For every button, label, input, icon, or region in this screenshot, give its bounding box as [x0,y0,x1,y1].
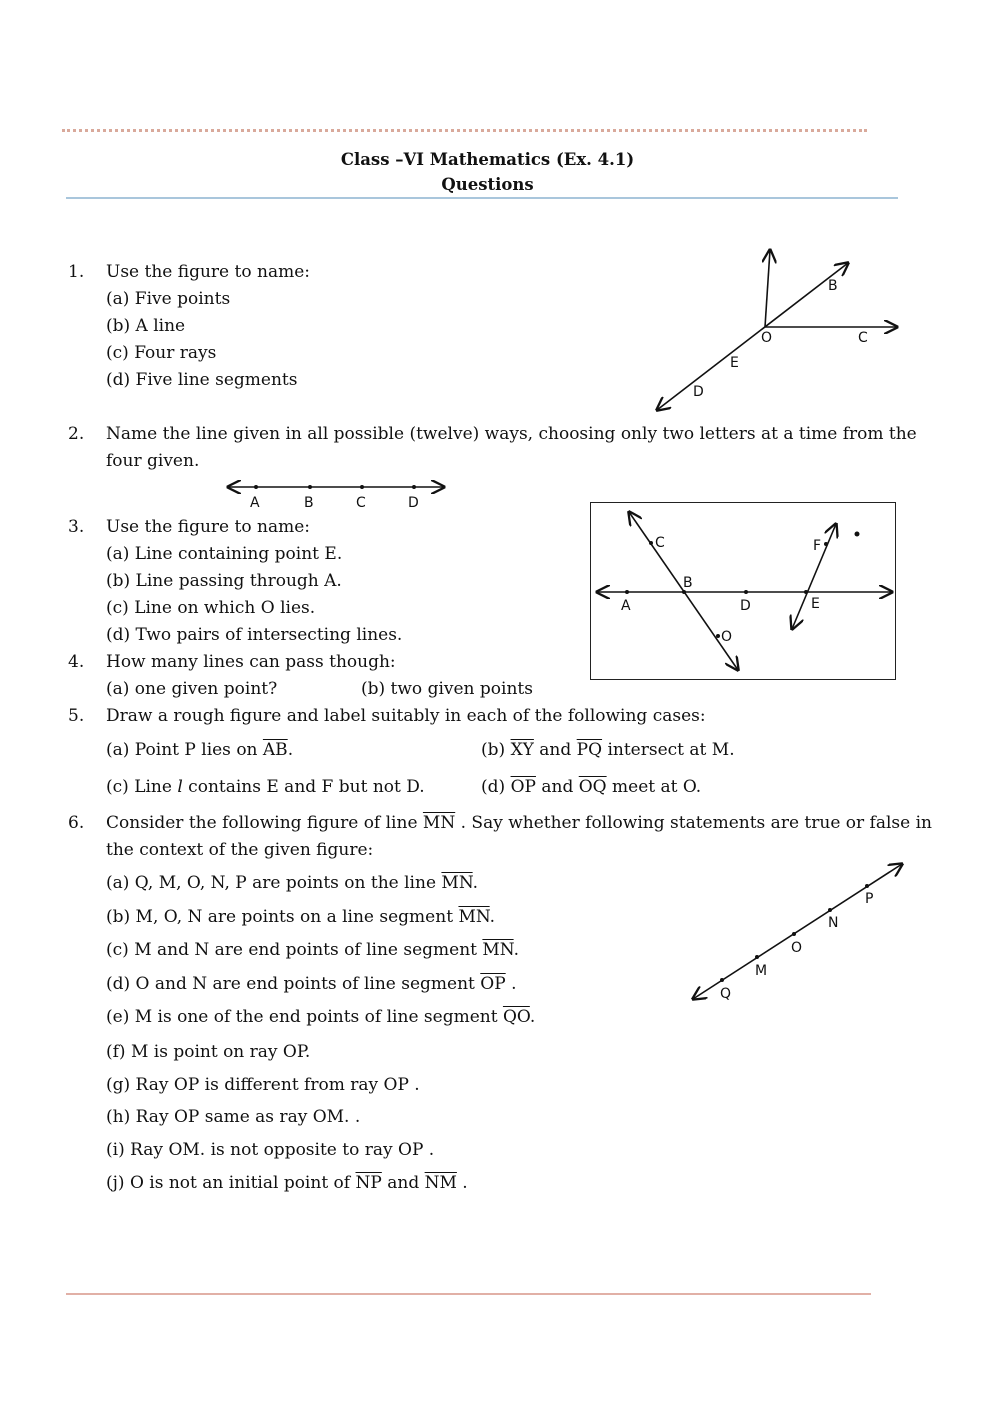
q3-label-d: D [740,598,751,614]
page-title: Class –VI Mathematics (Ex. 4.1) [340,150,635,169]
footer-rule [66,1293,871,1295]
q3-text: Use the figure to name: [106,517,310,537]
q5-item-b: (b) $\overline{XY}$ and $\overline{PQ}$ intersect at M. [481,740,735,760]
q2-figure [222,476,452,512]
q1-item-b: (b) A line [106,316,186,336]
q2-label-c: C [356,495,366,511]
q6-item-g: (g) Ray OP is different from ray OP . [106,1075,420,1095]
q3-figure [590,502,896,680]
q1-item-c: (c) Four rays [106,343,217,363]
q6-item-h: (h) Ray OP same as ray OM. . [106,1107,361,1127]
q5-number: 5. [68,706,85,726]
q5-item-c: (c) Line l contains E and F but not D. [106,777,425,797]
q3-item-d: (d) Two pairs of intersecting lines. [106,625,403,645]
q2-label-a: A [250,495,260,511]
q6-item-i: (i) Ray OM. is not opposite to ray OP . [106,1140,435,1160]
q4-item-a: (a) one given point? [106,679,278,699]
q3-item-b: (b) Line passing through A. [106,571,342,591]
q6-label-q: Q [720,986,732,1002]
segment-pq: $\overline{PQ}$ [576,740,603,760]
q1-label-c: C [858,330,868,346]
q2-line2: four given. [106,451,200,471]
q5-item-d: (d) $\overline{OP}$ and $\overline{OQ}$ meet at O. [481,777,702,797]
line-l-symbol: l [177,777,183,797]
q3-label-f: F [813,538,822,554]
q3-label-e: E [811,596,820,612]
q1-label-b: B [828,278,838,294]
q6-item-j: (j) O is not an initial point of $\overline{NP}$ and $\overline{NM}$ . [106,1173,468,1193]
header-rule [66,197,898,199]
q3-label-c: C [655,535,665,551]
q5-item-a: (a) Point P lies on $\overline{AB}$. [106,740,294,760]
q4-item-b: (b) two given points [361,679,533,699]
q6-item-d: (d) O and N are end points of line segment $\overline{OP}$ . [106,974,517,994]
q6-item-f: (f) M is point on ray OP. [106,1042,311,1062]
segment-xy: $\overline{XY}$ [510,740,534,760]
line-mn: $\overline{MN}$ [422,813,456,833]
q4-text: How many lines can pass though: [106,652,396,672]
top-rule [62,129,867,132]
q1-text: Use the figure to name: [106,262,310,282]
q4-number: 4. [68,652,85,672]
segment-nm: $\overline{NM}$ [424,1173,457,1193]
q6-label-n: N [828,915,839,931]
q1-figure [640,240,910,420]
q6-item-e: (e) M is one of the end points of line segment $\overline{QO}$. [106,1007,536,1027]
q1-label-d: D [693,384,704,400]
q1-item-d: (d) Five line segments [106,370,298,390]
q2-label-d: D [408,495,419,511]
q3-item-c: (c) Line on which O lies. [106,598,316,618]
q6-item-b: (b) M, O, N are points on a line segment $\overline{MN}$. [106,907,496,927]
q3-label-a: A [621,598,631,614]
segment-ab: $\overline{AB}$ [262,740,288,760]
q3-number: 3. [68,517,85,537]
segment-np: $\overline{NP}$ [355,1173,382,1193]
q3-label-o: O [721,629,733,645]
q2-label-b: B [304,495,314,511]
q1-item-a: (a) Five points [106,289,231,309]
q6-label-o: O [791,940,803,956]
q3-label-b: B [683,575,693,591]
q6-item-c: (c) M and N are end points of line segment $\overline{MN}$. [106,940,519,960]
segment-op: $\overline{OP}$ [510,777,536,797]
q2-number: 2. [68,424,85,444]
q6-number: 6. [68,813,85,833]
q1-number: 1. [68,262,85,282]
q6-item-a: (a) Q, M, O, N, P are points on the line $\overline{MN}$. [106,873,479,893]
q5-text: Draw a rough figure and label suitably in each of the following cases: [106,706,706,726]
q1-label-o: O [761,330,773,346]
page-subtitle: Questions [441,175,534,194]
q6-figure [685,855,910,1005]
q3-item-a: (a) Line containing point E. [106,544,343,564]
segment-oq: $\overline{OQ}$ [578,777,607,797]
q6-label-p: P [865,891,874,907]
q2-line1: Name the line given in all possible (twelve) ways, choosing only two letters at a time from the [106,424,917,444]
q6-line2: the context of the given figure: [106,840,374,860]
q1-label-e: E [730,355,739,371]
q6-line1: Consider the following figure of line $\overline{MN}$ . Say whether following statements are true or false in [106,813,932,833]
q6-label-m: M [755,963,768,979]
